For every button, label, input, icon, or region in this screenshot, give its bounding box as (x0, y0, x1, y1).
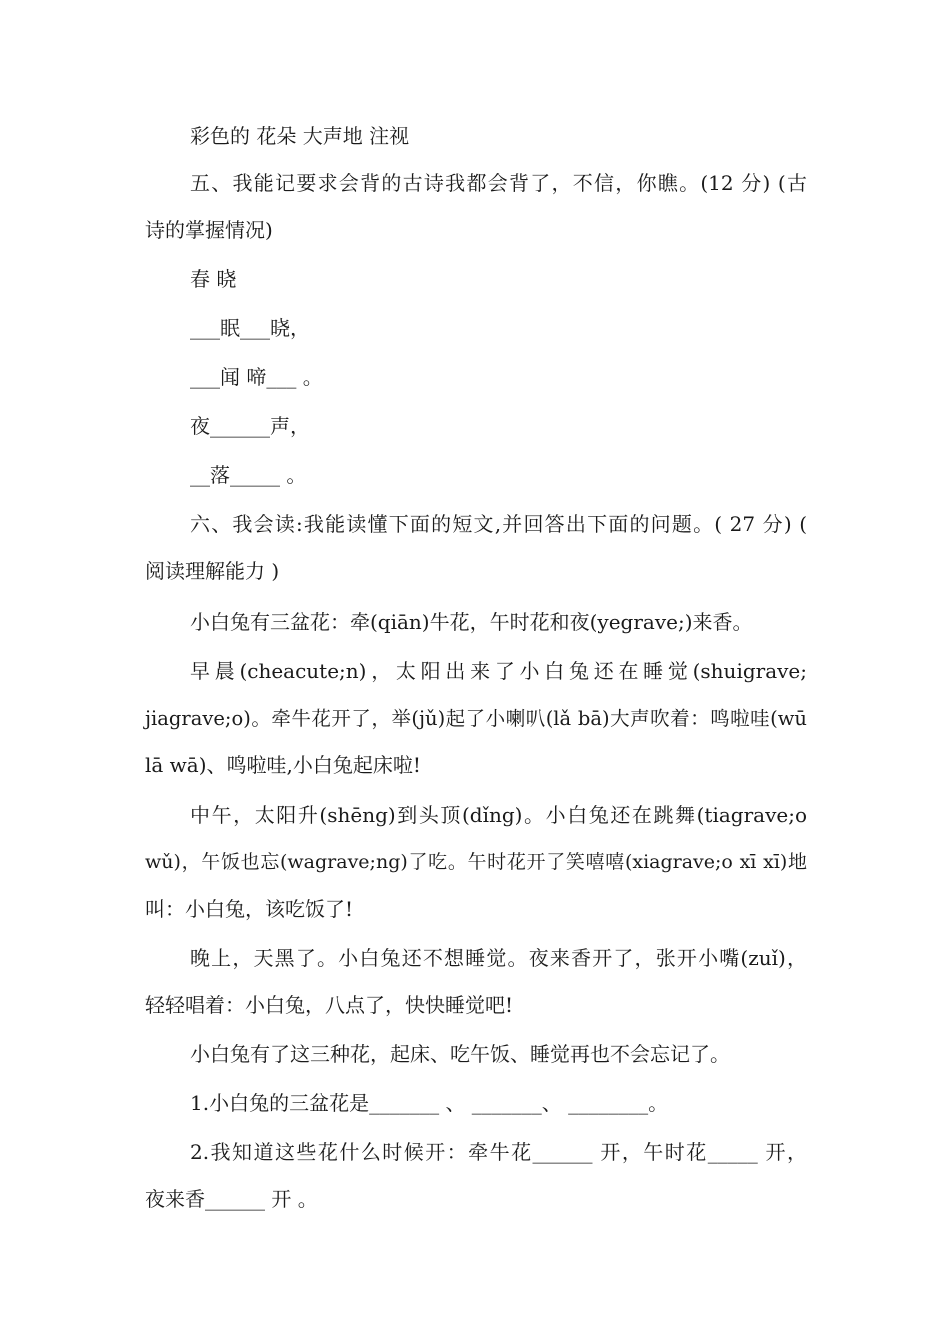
poem-title: 春 晓 (190, 267, 237, 291)
story-paragraph-3-line-3: 叫：小白兔，该吃饭了! (145, 897, 354, 921)
poem-line-2: ___闻 啼___ 。 (190, 365, 323, 389)
poem-line-3: 夜______声， (190, 414, 310, 438)
story-paragraph-2-line-2: jiagrave;o)。牵牛花开了，举(jǔ)起了小喇叭(lǎ bā)大声吹着：鸣啦哇(wū (145, 707, 807, 730)
story-paragraph-2-line-1: 早晨(cheacute;n)，太阳出来了小白兔还在睡觉(shuigrave; (190, 659, 807, 683)
story-paragraph-3-line-2: wǔ)，午饭也忘(wagrave;ng)了吃。午时花开了笑嘻嘻(xiagrave;o xī xī)地 (145, 851, 807, 873)
story-paragraph-3-line-1: 中午，太阳升(shēng)到头顶(dǐng)。小白兔还在跳舞(tiagrave;o (190, 803, 807, 827)
section-six-heading: 六、我会读:我能读懂下面的短文,并回答出下面的问题。( 27 分) ( (190, 512, 807, 536)
story-paragraph-4-line-2: 轻轻唱着：小白兔，八点了，快快睡觉吧! (145, 993, 514, 1017)
section-five-heading: 五、我能记要求会背的古诗我都会背了，不信，你瞧。(12 分) (古 (190, 171, 807, 195)
story-paragraph-2-line-3: lā wā)、鸣啦哇,小白兔起床啦! (145, 753, 421, 777)
section-five-heading-cont: 诗的掌握情况) (145, 218, 273, 242)
document-page (145, 0, 807, 1344)
story-paragraph-4-line-1: 晚上，天黑了。小白兔还不想睡觉。夜来香开了，张开小嘴(zuǐ)， (190, 946, 807, 970)
word-list-line: 彩色的 花朵 大声地 注视 (190, 124, 410, 148)
poem-line-1: ___眠___晓， (190, 316, 310, 340)
story-paragraph-1: 小白兔有三盆花：牵(qiān)牛花，午时花和夜(yegrave;)来香。 (190, 610, 753, 634)
question-2-line-2: 夜来香______ 开 。 (145, 1187, 318, 1211)
question-1: 1.小白兔的三盆花是_______ 、 _______、 ________。 (190, 1091, 669, 1115)
question-2-line-1: 2.我知道这些花什么时候开：牵牛花______ 开，午时花_____ 开， (190, 1140, 807, 1164)
story-paragraph-5: 小白兔有了这三种花，起床、吃午饭、睡觉再也不会忘记了。 (190, 1042, 730, 1066)
poem-line-4: __落_____ 。 (190, 463, 307, 487)
section-six-heading-cont: 阅读理解能力 ) (145, 559, 280, 583)
